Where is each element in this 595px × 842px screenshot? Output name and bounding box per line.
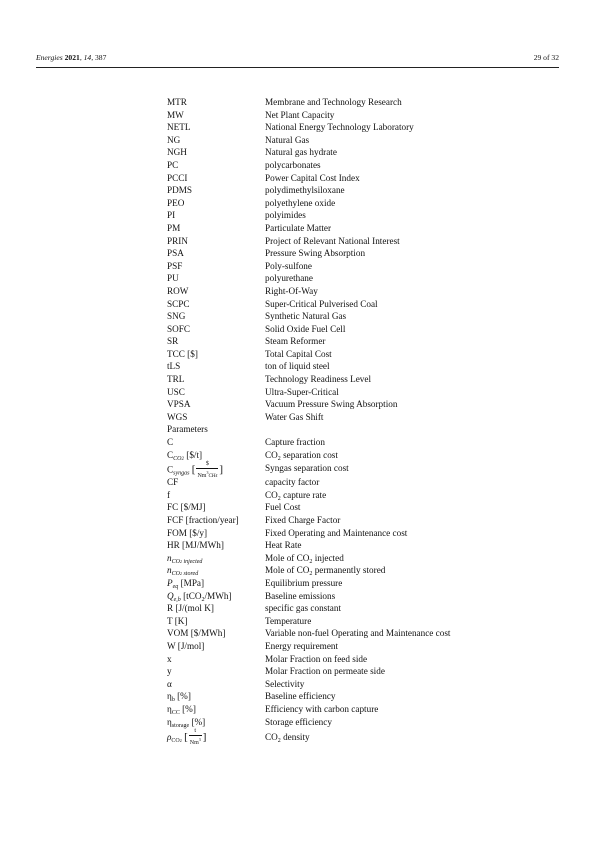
param-symbol: R [J/(mol K] [167,603,214,614]
param-symbol: FCF [fraction/year] [167,515,239,525]
param-symbol: FOM [$/y] [167,527,208,538]
abbreviation-row [167,172,547,185]
abbreviation-definition: Ultra-Super-Critical [265,386,339,397]
def-sub: 2 [309,558,313,565]
abbreviation-term: NGH [167,147,187,158]
abbreviation-definition: Technology Readiness Level [265,374,372,385]
abbreviation-definition: polycarbonates [265,159,321,170]
param-symbol: $C_{syngas}$ [ $\frac{\$}{Nm^3CH4}$ ] [167,461,224,480]
abbreviation-term: PU [167,273,179,284]
abbreviation-term: TCC [$] [167,348,198,359]
symbol-unit: [$/t] [186,449,203,460]
abbreviation-row [167,298,547,311]
symbol-base: Q [167,590,174,601]
abbreviation-term: ROW [167,285,189,296]
param-row-w [167,640,547,653]
param-definition: Fixed Charge Factor [265,515,341,525]
param-definition: Syngas separation cost [265,463,349,474]
abbreviation-definition: National Energy Technology Laboratory [265,122,414,133]
unit-numerator: $ [196,461,218,469]
symbol-unit: [%] [189,716,206,727]
den-sup: 3 [206,470,209,476]
param-definition: Storage efficiency [265,716,332,727]
symbol-sub: CC [171,709,180,716]
abbreviation-row [167,159,547,172]
abbreviation-term: MTR [167,97,187,107]
den-sup: 3 [198,737,201,743]
def-post: separation cost [280,449,338,460]
abbreviation-row [167,310,547,323]
unit-pre: [tCO [180,590,202,601]
param-row-fom [167,527,547,540]
symbol-sub: eq [172,583,179,590]
param-row-etacc [167,703,547,716]
def-sub: 2 [277,495,281,502]
param-row-C [167,436,547,449]
abbreviation-term: PC [167,159,179,170]
param-row-x [167,653,547,666]
abbreviations-list [167,96,547,747]
journal-citation: Energies 2021, 14, 387 [36,53,107,62]
abbreviation-row [167,121,547,134]
symbol-sub: CO2 [171,738,182,745]
symbol-base: C [167,464,174,475]
symbol-sub: CO2 [173,455,184,462]
param-row-r [167,602,547,615]
abbreviation-term: PSA [167,248,184,259]
abbreviation-definition: Vacuum Pressure Swing Absorption [265,399,398,410]
den-base: Nm [189,740,199,747]
param-symbol: T [K] [167,615,188,626]
abbreviation-term: PI [167,210,176,221]
abbreviation-term: SR [167,336,179,347]
abbreviation-term: PCCI [167,172,188,183]
unit-fraction [189,728,202,747]
symbol-sub: e,b [173,596,181,603]
param-definition: Molar Fraction on permeate side [265,666,385,677]
abbreviation-definition: Membrane and Technology Research [265,97,402,107]
den-base: Nm [197,473,207,480]
symbol-base: n [167,552,172,563]
param-definition: Baseline emissions [265,590,336,601]
param-definition: Molar Fraction on feed side [265,653,368,664]
param-symbol: HR [MJ/MWh] [167,540,224,551]
abbreviation-definition: Natural gas hydrate [265,147,337,158]
abbreviation-row [167,96,547,109]
param-row-vom [167,627,547,640]
abbreviation-definition: polyimides [265,210,306,221]
abbreviation-definition: Water Gas Shift [265,411,324,422]
def-post: injected [312,552,344,563]
abbreviation-row [167,348,547,361]
abbreviation-definition: Synthetic Natural Gas [265,311,347,322]
abbreviation-definition: Super-Critical Pulverised Coal [265,298,378,309]
abbreviation-rows [167,96,547,423]
param-symbol: α [167,678,172,689]
abbreviation-definition: Power Capital Cost Index [265,172,360,183]
abbreviation-definition: polyethylene oxide [265,197,336,208]
unit-denominator [189,736,202,747]
abbreviation-row [167,386,547,399]
journal-name: Energies [36,53,63,62]
def-sub: 2 [277,455,281,462]
abbreviation-term: PSF [167,260,183,271]
abbreviation-definition: Natural Gas [265,134,310,145]
param-symbol: C [167,437,174,448]
param-definition: Capture fraction [265,437,325,448]
abbreviation-row [167,272,547,285]
abbreviation-term: tLS [167,361,181,372]
param-symbol: y [167,666,172,677]
param-definition: Selectivity [265,678,305,689]
param-row-alpha [167,678,547,691]
param-definition: Fixed Operating and Maintenance cost [265,527,408,538]
article-number: 387 [95,53,107,62]
param-row-qeb [167,590,547,603]
param-symbol: $\rho_{CO2}$ [ $\frac{t}{Nm^3}$ ] [167,728,207,747]
abbreviation-definition: Total Capital Cost [265,348,332,359]
abbreviation-definition: Particulate Matter [265,222,332,233]
unit-numerator: t [189,728,202,736]
param-row-ninj [167,552,547,565]
abbreviation-definition: Solid Oxide Fuel Cell [265,323,346,334]
symbol-unit: [%] [179,703,196,714]
abbreviation-term: NETL [167,122,191,133]
abbreviation-term: VPSA [167,399,191,410]
page-number: 29 of 32 [533,53,559,62]
param-definition [265,728,310,751]
abbreviation-definition: Poly-sulfone [265,260,312,271]
def-post: density [280,732,310,743]
param-definition: Efficiency with carbon capture [265,703,379,714]
symbol-sub: CO2 stored [171,571,199,578]
abbreviation-term: SNG [167,311,186,322]
param-definition: Heat Rate [265,540,302,551]
param-row-fcf [167,514,547,527]
param-symbol: x [167,653,172,664]
abbreviation-definition: Net Plant Capacity [265,109,335,120]
page-header [36,53,559,67]
def-pre: CO [265,732,278,743]
abbreviation-row [167,373,547,386]
abbreviation-row [167,335,547,348]
param-symbol: VOM [$/MWh] [167,628,226,639]
param-row-csyngas [167,461,547,480]
symbol-sub: CO2 injected [171,558,203,565]
journal-volume: 14 [83,53,92,62]
def-sub: 2 [309,571,313,578]
symbol-base: η [167,703,172,714]
abbreviation-row [167,247,547,260]
abbreviation-term: NG [167,134,181,145]
param-definition: capacity factor [265,477,320,488]
param-symbol: FC [$/MJ] [167,502,206,513]
param-row-rho [167,728,547,747]
header-rule [36,67,559,68]
param-definition: specific gas constant [265,603,342,614]
symbol-unit: [MPa] [178,577,205,588]
abbreviation-definition: Steam Reformer [265,336,326,347]
def-pre: Mole of CO [265,565,310,576]
def-post: capture rate [280,489,327,500]
parameters-heading: Parameters [167,424,208,435]
abbreviation-term: PM [167,222,181,233]
symbol-base: n [167,565,172,576]
abbreviation-definition: Project of Relevant National Interest [265,235,400,246]
symbol-base: P [167,577,173,588]
param-symbol: W [J/mol] [167,640,205,651]
symbol-sub: b [171,697,175,704]
param-row-etast [167,716,547,729]
def-pre: CO [265,489,278,500]
journal-year: 2021 [64,53,80,62]
symbol-sub: syngas [173,470,190,477]
param-row-hr [167,539,547,552]
def-pre: Mole of CO [265,552,310,563]
unit-sub: 2 [201,596,205,603]
symbol-base: η [167,691,172,702]
param-symbol: f [167,489,171,500]
abbreviation-row [167,134,547,147]
den-sub: CH4 [208,473,218,480]
abbreviation-definition: Right-Of-Way [265,285,318,296]
unit-post: /MWh] [204,590,232,601]
param-definition: Energy requirement [265,640,339,651]
param-row-peq [167,577,547,590]
abbreviation-term: SOFC [167,323,190,334]
param-row-f [167,489,547,502]
symbol-unit: [%] [174,691,191,702]
abbreviation-definition: Pressure Swing Absorption [265,248,366,259]
param-row-cco2 [167,449,547,462]
abbreviation-definition: ton of liquid steel [265,361,330,372]
abbreviation-term: PDMS [167,185,193,196]
abbreviation-row [167,146,547,159]
param-definition: Equilibrium pressure [265,577,343,588]
abbreviation-term: PRIN [167,235,188,246]
param-row-y [167,665,547,678]
def-sub: 2 [277,738,281,745]
param-definition: Fuel Cost [265,502,301,513]
abbreviation-definition: polyurethane [265,273,313,284]
parameters-heading-row [167,423,547,436]
abbreviation-row [167,323,547,336]
param-definition: Baseline efficiency [265,691,336,702]
abbreviation-row [167,235,547,248]
abbreviation-row [167,411,547,424]
abbreviation-row [167,209,547,222]
symbol-sub: storage [171,722,190,729]
symbol-base: C [167,449,174,460]
param-row-t [167,615,547,628]
symbol-base: η [167,716,172,727]
param-definition: Variable non-fuel Operating and Maintenance cost [265,628,451,639]
abbreviation-row [167,109,547,122]
param-row-nsto [167,564,547,577]
abbreviation-term: WGS [167,411,188,422]
abbreviation-term: PEO [167,197,185,208]
param-definition: Temperature [265,615,312,626]
abbreviation-row [167,197,547,210]
param-symbol: CF [167,477,179,488]
def-pre: CO [265,449,278,460]
abbreviation-definition: polydimethylsiloxane [265,185,345,196]
abbreviation-term: MW [167,109,184,120]
abbreviation-row [167,285,547,298]
abbreviation-term: SCPC [167,298,190,309]
abbreviation-row [167,398,547,411]
abbreviation-term: USC [167,386,185,397]
symbol-base: ρ [167,732,172,743]
abbreviation-term: TRL [167,374,185,385]
abbreviation-row [167,222,547,235]
param-row-etab [167,690,547,703]
abbreviation-row [167,184,547,197]
param-row-fc [167,501,547,514]
abbreviation-row [167,260,547,273]
def-post: permanently stored [312,565,386,576]
abbreviation-row [167,360,547,373]
